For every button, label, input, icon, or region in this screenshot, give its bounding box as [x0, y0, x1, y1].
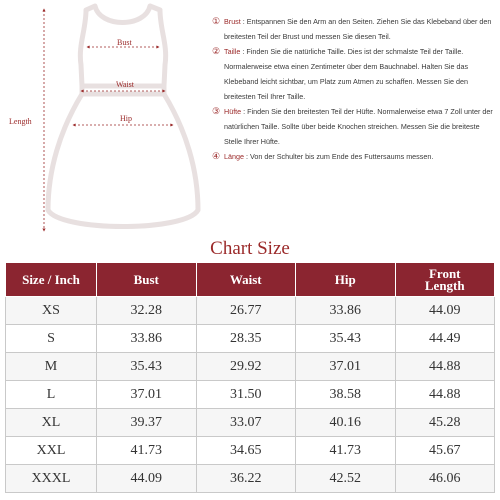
column-header-waist: Waist — [196, 263, 296, 297]
cell-hip: 38.58 — [296, 381, 396, 409]
cell-size: XXL — [6, 437, 97, 465]
table-row — [6, 325, 495, 353]
cell-size: M — [6, 353, 97, 381]
cell-size: XS — [6, 297, 97, 325]
cell-waist: 26.77 — [196, 297, 296, 325]
instruction-hip — [212, 104, 494, 149]
instruction-number: ② — [212, 46, 221, 56]
table-row — [6, 465, 495, 493]
instruction-length — [212, 149, 494, 164]
cell-size: S — [6, 325, 97, 353]
cell-size: XXXL — [6, 465, 97, 493]
cell-bust: 37.01 — [97, 381, 197, 409]
instruction-text: : Finden Sie den breitesten Teil der Hüfte. Normalerweise etwa 7 Zoll unter der natürlichen Taille. Sollte über beide Knochen streichen. Messen Sie die breiteste Stelle Ihrer Hüfte. — [224, 107, 493, 146]
instruction-name: Brust — [224, 17, 241, 26]
table-body — [6, 297, 495, 493]
cell-bust: 33.86 — [97, 325, 197, 353]
cell-bust: 32.28 — [97, 297, 197, 325]
column-header-size: Size / Inch — [6, 263, 97, 297]
cell-waist: 33.07 — [196, 409, 296, 437]
instruction-number: ③ — [212, 106, 221, 116]
cell-front-length: 45.28 — [395, 409, 495, 437]
column-header-front-length — [395, 263, 495, 297]
cell-hip: 33.86 — [296, 297, 396, 325]
instruction-text: : Entspannen Sie den Arm an den Seiten. Ziehen Sie das Klebeband über den breitesten Teil der Brust und messen Sie diesen Teil. — [224, 17, 492, 41]
table-row — [6, 353, 495, 381]
cell-waist: 31.50 — [196, 381, 296, 409]
cell-bust: 44.09 — [97, 465, 197, 493]
instruction-bust — [212, 14, 494, 44]
cell-hip: 35.43 — [296, 325, 396, 353]
cell-bust: 39.37 — [97, 409, 197, 437]
size-chart-table — [5, 262, 495, 493]
instruction-number: ④ — [212, 151, 221, 161]
table-row — [6, 437, 495, 465]
instruction-waist — [212, 44, 494, 104]
cell-waist: 29.92 — [196, 353, 296, 381]
length-label: Length — [9, 117, 32, 126]
measurement-instructions — [212, 14, 494, 164]
instruction-name: Hüfte — [224, 107, 242, 116]
cell-front-length: 45.67 — [395, 437, 495, 465]
cell-front-length: 44.88 — [395, 353, 495, 381]
instruction-text: : Von der Schulter bis zum Ende des Futtersaums messen. — [244, 152, 434, 161]
table-row — [6, 409, 495, 437]
cell-front-length: 44.49 — [395, 325, 495, 353]
table-row — [6, 297, 495, 325]
bust-label: Bust — [117, 38, 132, 47]
instruction-name: Taille — [224, 47, 241, 56]
waist-label: Waist — [116, 80, 135, 89]
cell-hip: 40.16 — [296, 409, 396, 437]
cell-hip: 42.52 — [296, 465, 396, 493]
chart-title: Chart Size — [210, 238, 290, 259]
column-header-bust: Bust — [97, 263, 197, 297]
cell-bust: 35.43 — [97, 353, 197, 381]
cell-size: XL — [6, 409, 97, 437]
cell-waist: 28.35 — [196, 325, 296, 353]
instruction-text: : Finden Sie die natürliche Taille. Dies ist der schmalste Teil der Taille. Normalerweise etwa einen Zentimeter über dem Bauchnabel. Halten Sie das Klebeband leicht sichtbar, um Platz zum Atmen zu schaffen. Messen Sie den breitesten Teil Ihrer Taille. — [224, 47, 469, 101]
cell-bust: 41.73 — [97, 437, 197, 465]
cell-hip: 41.73 — [296, 437, 396, 465]
cell-hip: 37.01 — [296, 353, 396, 381]
cell-size: L — [6, 381, 97, 409]
cell-front-length: 44.09 — [395, 297, 495, 325]
hip-label: Hip — [120, 114, 132, 123]
table-row — [6, 381, 495, 409]
cell-front-length: 44.88 — [395, 381, 495, 409]
instruction-number: ① — [212, 16, 221, 26]
column-header-hip: Hip — [296, 263, 396, 297]
cell-front-length: 46.06 — [395, 465, 495, 493]
instruction-name: Länge — [224, 152, 244, 161]
table-header-row — [6, 263, 495, 297]
cell-waist: 34.65 — [196, 437, 296, 465]
cell-waist: 36.22 — [196, 465, 296, 493]
front-length-label: Front Length — [424, 265, 465, 293]
